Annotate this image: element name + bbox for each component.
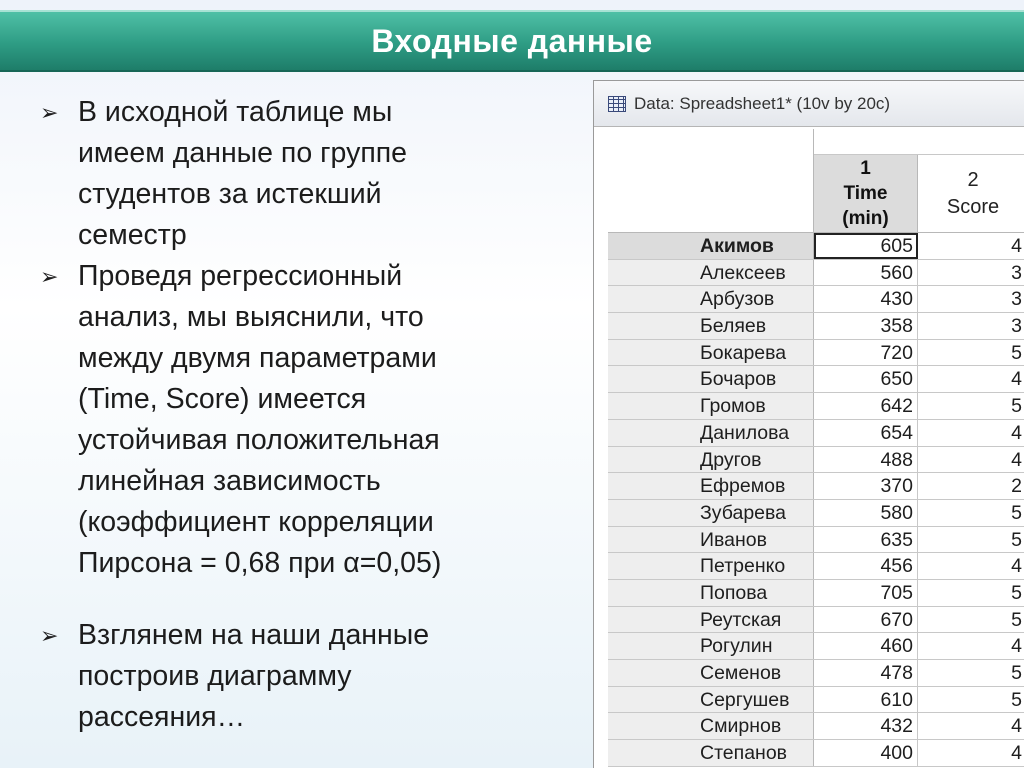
column-header-time[interactable] [814,155,918,233]
cell-score[interactable]: 5 [1011,395,1022,418]
row-header-name[interactable]: Попова [608,580,814,606]
row-header-name[interactable]: Степанов [608,740,814,766]
row-header-name[interactable]: Смирнов [608,713,814,739]
corner-cell[interactable] [608,129,814,233]
row-header-name[interactable]: Сергушев [608,687,814,713]
cell-time[interactable]: 650 [814,366,918,392]
cell-time[interactable]: 560 [814,260,918,286]
cell-time[interactable]: 580 [814,500,918,526]
row-header-name[interactable]: Другов [608,447,814,473]
table-row[interactable] [608,553,1024,580]
slide-title: Входные данные [371,22,653,59]
cell-score[interactable]: 4 [1011,635,1022,658]
cell-time[interactable]: 430 [814,286,918,312]
cell-time[interactable]: 610 [814,687,918,713]
row-header-name[interactable]: Реутская [608,607,814,633]
cell-score[interactable]: 5 [1011,608,1022,631]
bullet-text: В исходной таблице мы имеем данные по группе студентов за истекший семестр [78,96,408,251]
cell-time[interactable]: 478 [814,660,918,686]
table-row[interactable] [608,313,1024,340]
row-header-name[interactable]: Ефремов [608,473,814,499]
header-spacer [814,129,1024,155]
row-header-name[interactable]: Бочаров [608,366,814,392]
arrow-bullet-icon: ➢ [40,623,59,648]
cell-score[interactable]: 5 [1011,341,1022,364]
table-row[interactable] [608,740,1024,767]
cell-score[interactable]: 5 [1011,581,1022,604]
column-number: 1 [860,158,871,179]
column-header-score[interactable] [918,155,1024,233]
column-name: Time (min) [842,183,889,229]
table-row[interactable] [608,527,1024,554]
table-row[interactable] [608,687,1024,714]
cell-score[interactable]: 2 [1011,475,1022,498]
cell-score[interactable]: 4 [1011,421,1022,444]
cell-score[interactable]: 4 [1011,448,1022,471]
table-row[interactable] [608,580,1024,607]
cell-score[interactable]: 3 [1011,288,1022,311]
table-row[interactable] [608,713,1024,740]
row-header-name[interactable]: Зубарева [608,500,814,526]
column-header-row [608,129,1024,233]
cell-time[interactable]: 605 [814,233,918,259]
bullet-text: Проведя регрессионный анализ, мы выяснили, что между двумя параметрами (Time, Score) имеется устойчивая положительная линейная зависимость (коэффициент корреляции Пирсона = 0,68 при α=0,05) [78,260,442,579]
row-header-name[interactable]: Иванов [608,527,814,553]
cell-score[interactable]: 3 [1011,261,1022,284]
row-header-name[interactable]: Бокарева [608,340,814,366]
cell-time[interactable]: 456 [814,553,918,579]
row-header-name[interactable]: Громов [608,393,814,419]
cell-time[interactable]: 635 [814,527,918,553]
cell-time[interactable]: 720 [814,340,918,366]
cell-time[interactable]: 705 [814,580,918,606]
row-header-name[interactable]: Семенов [608,660,814,686]
cell-score[interactable]: 4 [1011,555,1022,578]
cell-time[interactable]: 370 [814,473,918,499]
row-header-name[interactable]: Беляев [608,313,814,339]
row-header-name[interactable]: Арбузов [608,286,814,312]
spreadsheet-icon [608,96,626,112]
table-row[interactable] [608,633,1024,660]
cell-time[interactable]: 488 [814,447,918,473]
table-row[interactable] [608,286,1024,313]
table-row[interactable] [608,233,1024,260]
row-header-name[interactable]: Алексеев [608,260,814,286]
cell-time[interactable]: 400 [814,740,918,766]
cell-time[interactable]: 358 [814,313,918,339]
cell-score[interactable]: 4 [1011,368,1022,391]
arrow-bullet-icon: ➢ [40,100,59,125]
cell-score[interactable]: 5 [1011,688,1022,711]
cell-score[interactable]: 3 [1011,315,1022,338]
bullet-list [40,92,580,738]
spreadsheet-grid[interactable] [608,129,1024,768]
row-header-name[interactable]: Данилова [608,420,814,446]
spreadsheet-window[interactable] [593,80,1024,768]
cell-time[interactable]: 670 [814,607,918,633]
table-row[interactable] [608,660,1024,687]
table-body [608,233,1024,767]
table-row[interactable] [608,473,1024,500]
cell-score[interactable]: 4 [1011,742,1022,765]
cell-score[interactable]: 4 [1011,235,1022,257]
cell-score[interactable]: 5 [1011,528,1022,551]
row-header-name[interactable]: Рогулин [608,633,814,659]
table-row[interactable] [608,420,1024,447]
cell-time[interactable]: 654 [814,420,918,446]
table-row[interactable] [608,500,1024,527]
table-row[interactable] [608,260,1024,287]
cell-score[interactable]: 4 [1011,715,1022,738]
cell-time[interactable]: 460 [814,633,918,659]
row-header-name[interactable]: Петренко [608,553,814,579]
table-row[interactable] [608,607,1024,634]
bullet-item [40,256,580,584]
cell-time[interactable]: 642 [814,393,918,419]
bullet-item [40,92,580,256]
column-name: Score [946,196,1000,218]
window-title: Data: Spreadsheet1* (10v by 20c) [634,93,891,113]
row-header-name[interactable]: Акимов [608,233,814,259]
bullet-text: Взглянем на наши данные построив диаграмму рассеяния… [78,619,430,733]
window-title-bar[interactable] [594,81,1024,127]
cell-score[interactable]: 5 [1011,501,1022,524]
slide-title-bar [0,10,1024,72]
table-row[interactable] [608,447,1024,474]
table-row[interactable] [608,393,1024,420]
bullet-item [40,615,580,738]
table-row[interactable] [608,366,1024,393]
cell-score[interactable]: 5 [1011,662,1022,684]
cell-time[interactable]: 432 [814,713,918,739]
arrow-bullet-icon: ➢ [40,264,59,289]
table-row[interactable] [608,340,1024,367]
column-number: 2 [967,169,979,191]
